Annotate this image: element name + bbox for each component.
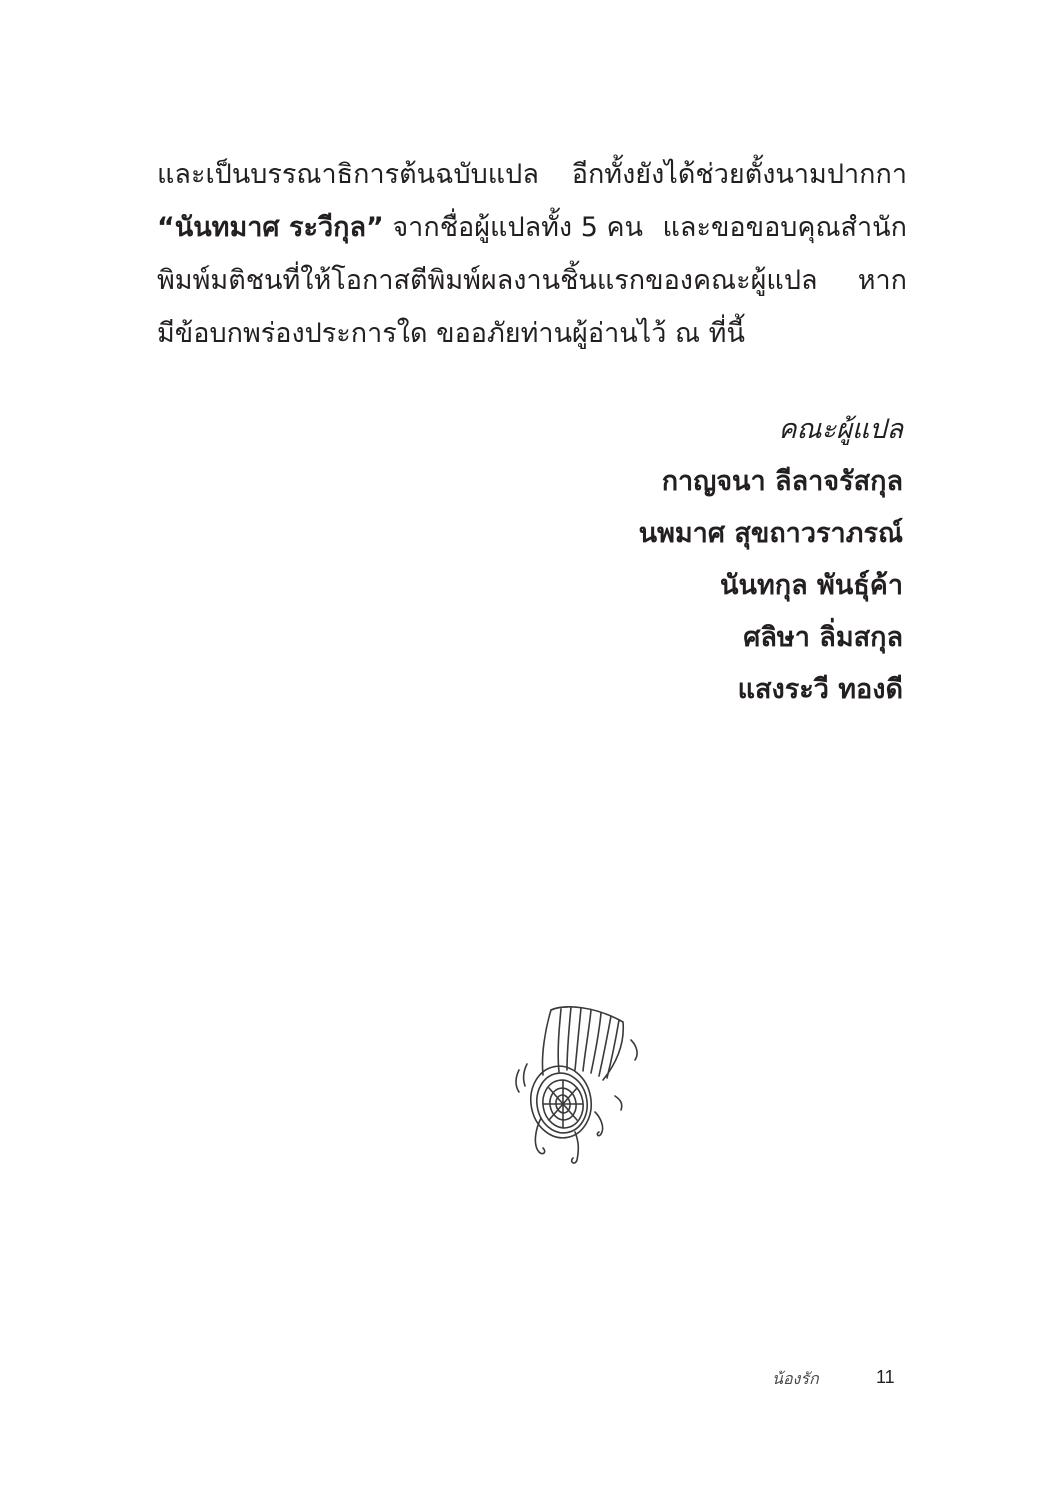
body-paragraph [157,148,907,360]
paragraph-text: หาก [857,265,907,296]
pen-name: “นันทมาศ ระวีกุล” [157,212,384,243]
paragraph-text: พิมพ์มติชนที่ให้โอกาสตีพิมพ์ผลงานชิ้นแรกของคณะผู้แปล [157,265,818,296]
translator-name: ศลิษา ลิ่มสกุล [743,622,903,653]
paragraph-text: และเป็นบรรณาธิการต้นฉบับแปล [157,159,539,190]
translator-name: นพมาศ สุขถาวราภรณ์ [638,518,903,549]
paragraph-line-1 [157,148,907,201]
paragraph-text: จากชื่อผู้แปลทั้ง 5 คน [392,212,643,243]
paragraph-line-2 [157,201,907,254]
paragraph-line-4: มีข้อบกพร่องประการใด ขออภัยท่านผู้อ่านไว้ ณ ที่นี้ [157,318,745,349]
chair-drawing-icon [505,1000,645,1170]
translator-name: แสงระวี ทองดี [737,674,903,705]
translator-name: นันทกุล พันธุ์ค้า [720,570,903,601]
paragraph-text: และขอขอบคุณสำนัก [662,212,907,243]
translator-name: กาญจนา ลีลาจรัสกุล [661,466,903,497]
signature-title: คณะผู้แปล [778,414,903,445]
paragraph-text: อีกทั้งยังได้ช่วยตั้งนามปากกา [571,159,907,190]
running-title: น้องรัก [772,1369,819,1388]
paragraph-line-3 [157,254,907,307]
signature-block [639,403,903,716]
page-footer [0,1367,1053,1397]
page-number: 11 [876,1367,895,1387]
